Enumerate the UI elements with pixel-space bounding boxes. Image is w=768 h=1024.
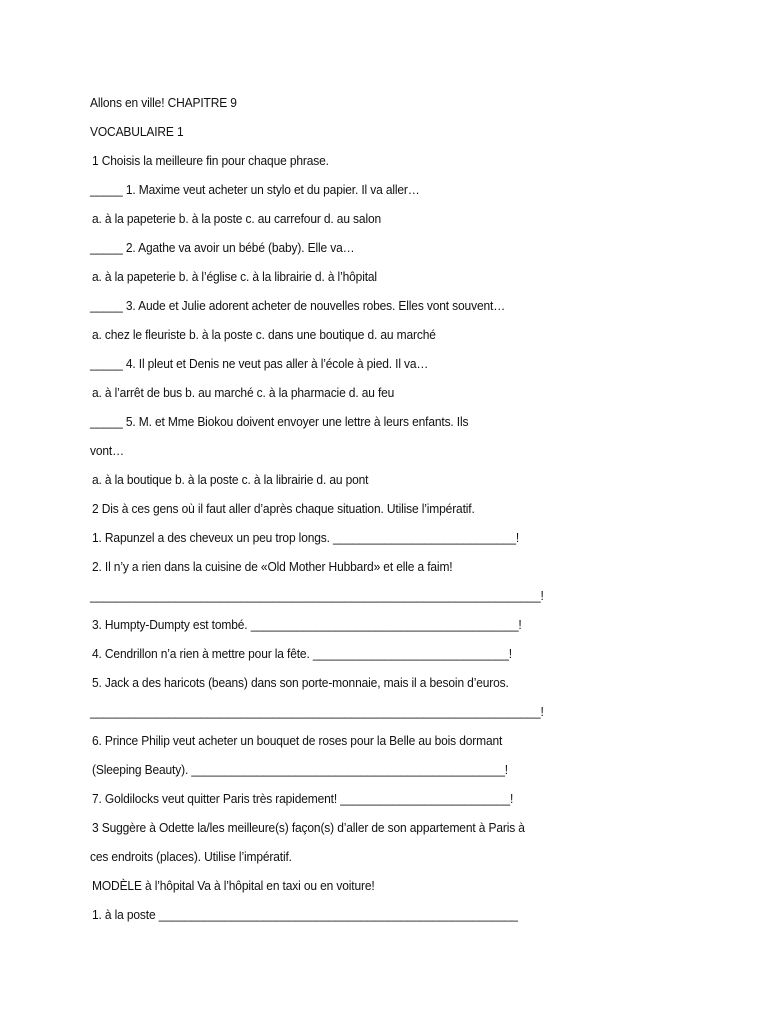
exercise-1-options-2: a. à la papeterie b. à l’église c. à la librairie d. à l’hôpital [92, 270, 377, 284]
document-title: Allons en ville! CHAPITRE 9 [90, 96, 237, 110]
exercise-2-instruction: 2 Dis à ces gens où il faut aller d’après chaque situation. Utilise l’impératif. [92, 502, 475, 516]
section-heading: VOCABULAIRE 1 [90, 125, 184, 139]
exercise-2-item-5: 5. Jack a des haricots (beans) dans son porte-monnaie, mais il a besoin d’euros. [92, 676, 509, 690]
exercise-1-instruction: 1 Choisis la meilleure fin pour chaque phrase. [92, 154, 329, 168]
exercise-1-question-3: _____ 3. Aude et Julie adorent acheter de nouvelles robes. Elles vont souvent… [90, 299, 506, 313]
exercise-2-item-5-answer-line: _____________________________________________________________________! [90, 705, 544, 719]
exercise-1-question-5: _____ 5. M. et Mme Biokou doivent envoyer une lettre à leurs enfants. Ils [90, 415, 469, 429]
exercise-2-item-2-answer-line: _____________________________________________________________________! [90, 589, 544, 603]
exercise-2-item-6-cont: (Sleeping Beauty). ________________________________________________! [92, 763, 508, 777]
exercise-3-instruction: 3 Suggère à Odette la/les meilleure(s) façon(s) d’aller de son appartement à Paris à [92, 821, 525, 835]
exercise-1-question-4: _____ 4. Il pleut et Denis ne veut pas aller à l’école à pied. Il va… [90, 357, 429, 371]
exercise-2-item-2: 2. Il n’y a rien dans la cuisine de «Old Mother Hubbard» et elle a faim! [92, 560, 453, 574]
exercise-1-options-4: a. à l’arrêt de bus b. au marché c. à la pharmacie d. au feu [92, 386, 395, 400]
exercise-2-item-4: 4. Cendrillon n’a rien à mettre pour la fête. ______________________________! [92, 647, 512, 661]
exercise-3-model: MODÈLE à l’hôpital Va à l’hôpital en taxi ou en voiture! [92, 879, 375, 893]
exercise-1-options-5: a. à la boutique b. à la poste c. à la librairie d. au pont [92, 473, 369, 487]
exercise-2-item-1: 1. Rapunzel a des cheveux un peu trop longs. ____________________________! [92, 531, 520, 545]
exercise-1-question-1: _____ 1. Maxime veut acheter un stylo et du papier. Il va aller… [90, 183, 420, 197]
exercise-1-question-2: _____ 2. Agathe va avoir un bébé (baby). Elle va… [90, 241, 355, 255]
exercise-1-options-1: a. à la papeterie b. à la poste c. au carrefour d. au salon [92, 212, 382, 226]
exercise-2-item-7: 7. Goldilocks veut quitter Paris très rapidement! __________________________! [92, 792, 514, 806]
exercise-3-item-1: 1. à la poste _______________________________________________________ [92, 908, 518, 922]
exercise-2-item-6: 6. Prince Philip veut acheter un bouquet de roses pour la Belle au bois dormant [92, 734, 503, 748]
exercise-2-item-3: 3. Humpty-Dumpty est tombé. _________________________________________! [92, 618, 522, 632]
exercise-1-question-5-cont: vont… [90, 444, 124, 458]
exercise-3-instruction-cont: ces endroits (places). Utilise l’impératif. [90, 850, 292, 864]
exercise-1-options-3: a. chez le fleuriste b. à la poste c. dans une boutique d. au marché [92, 328, 436, 342]
